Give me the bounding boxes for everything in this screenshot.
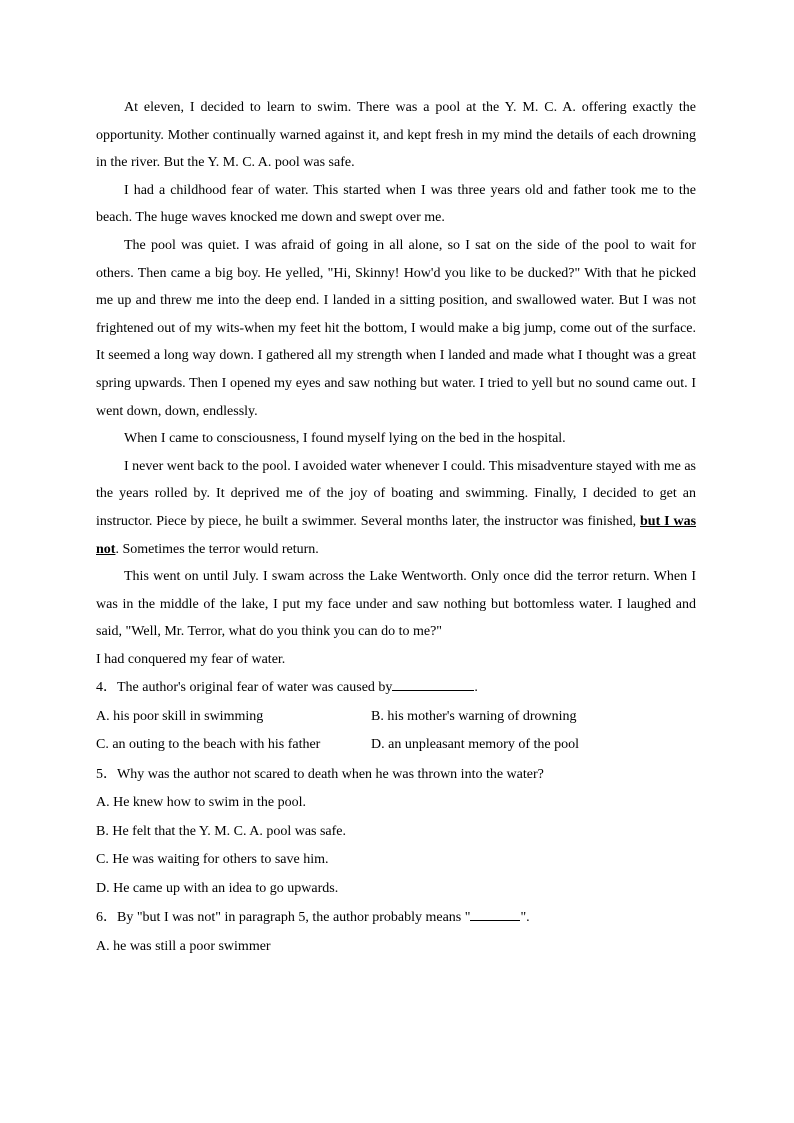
passage-paragraph-5 xyxy=(96,453,696,563)
paragraph-5-text-after: . Sometimes the terror would return. xyxy=(115,541,319,557)
answer-blank[interactable] xyxy=(470,906,520,921)
question-4-options-row-2 xyxy=(96,731,696,760)
question-6 xyxy=(96,904,696,933)
question-5-option-c[interactable]: C. He was waiting for others to save him. xyxy=(96,852,329,868)
question-6-text-after: ". xyxy=(520,910,530,926)
question-4-option-a[interactable]: A. his poor skill in swimming xyxy=(96,708,264,724)
question-6-option-a[interactable]: A. he was still a poor swimmer xyxy=(96,938,271,954)
question-5-number: 5． xyxy=(96,766,117,782)
passage-paragraph-7: I had conquered my fear of water. xyxy=(96,651,286,667)
question-4-text: The author's original fear of water was caused by xyxy=(117,680,393,696)
passage-paragraph-4: When I came to consciousness, I found myself lying on the bed in the hospital. xyxy=(124,431,566,447)
passage-paragraph-3: The pool was quiet. I was afraid of going in all alone, so I sat on the side of the pool to wait for others. Then came a big boy. He yelled, "Hi, Skinny! How'd you like to be ducked?" With that he picked me up and threw me into the deep end. I landed in a sitting position, and swallowed water. But I was not frightened out of my wits-when my feet hit the bottom, I would make a big jump, come out of the surface. It seemed a long way down. I gathered all my strength when I landed and made what I thought was a great spring upwards. Then I opened my eyes and saw nothing but water. I tried to yell but no sound came out. I went down, down, endlessly. xyxy=(96,237,696,419)
question-5-option-d[interactable]: D. He came up with an idea to go upwards. xyxy=(96,880,339,896)
paragraph-5-text-before: I never went back to the pool. I avoided water whenever I could. This misadventure stayed with me as the years rolled by. It deprived me of the joy of boating and swimming. Finally, I decided to get an instructor. Piece by piece, he built a swimmer. Several months later, the instructor was finished, xyxy=(96,458,697,529)
question-4-option-b[interactable]: B. his mother's warning of drowning xyxy=(371,708,577,724)
question-4-number: 4． xyxy=(96,680,117,696)
underlined-phrase: but I was not xyxy=(96,513,697,557)
question-6-number: 6． xyxy=(96,910,117,926)
passage-paragraph-2: I had a childhood fear of water. This started when I was three years old and father took me to the beach. The huge waves knocked me down and swept over me. xyxy=(96,182,696,226)
question-5-text: Why was the author not scared to death when he was thrown into the water? xyxy=(117,766,544,782)
question-4-option-d[interactable]: D. an unpleasant memory of the pool xyxy=(371,737,580,753)
passage-paragraph-1: At eleven, I decided to learn to swim. There was a pool at the Y. M. C. A. offering exactly the opportunity. Mother continually warned against it, and kept fresh in my mind the details of each drowning in the river. But the Y. M. C. A. pool was safe. xyxy=(96,100,696,171)
question-4 xyxy=(96,674,696,703)
question-6-text-before: By "but I was not" in paragraph 5, the author probably means " xyxy=(117,910,471,926)
question-4-end: . xyxy=(474,680,478,696)
question-5 xyxy=(96,761,696,790)
answer-blank[interactable] xyxy=(392,676,474,691)
question-5-option-b[interactable]: B. He felt that the Y. M. C. A. pool was safe. xyxy=(96,823,347,839)
question-4-options-row-1 xyxy=(96,703,696,732)
document-page xyxy=(96,94,696,961)
passage-paragraph-6: This went on until July. I swam across the Lake Wentworth. Only once did the terror return. When I was in the middle of the lake, I put my face under and saw nothing but bottomless water. I laughed and said, "Well, Mr. Terror, what do you think you can do to me?" xyxy=(96,569,696,640)
question-5-option-a[interactable]: A. He knew how to swim in the pool. xyxy=(96,795,306,811)
question-4-option-c[interactable]: C. an outing to the beach with his father xyxy=(96,737,321,753)
